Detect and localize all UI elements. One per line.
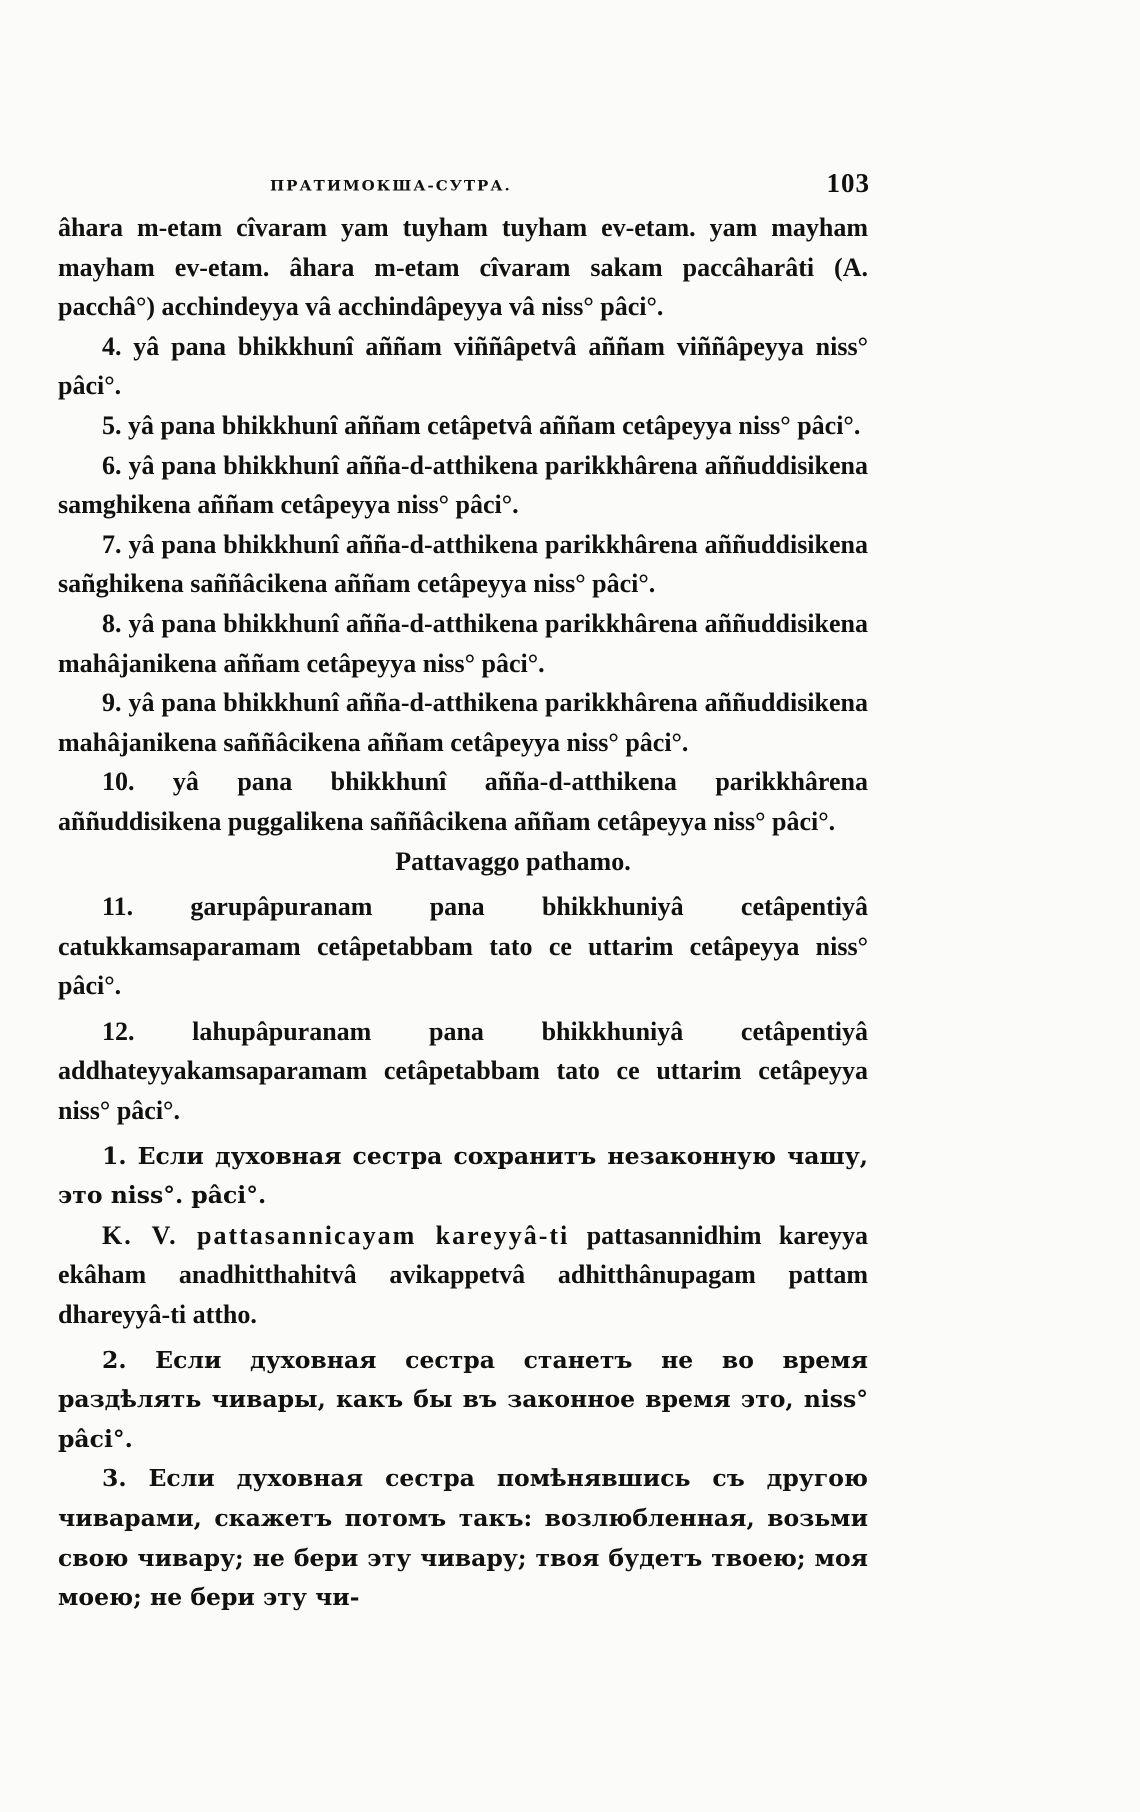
body-text	[58, 208, 868, 1618]
paragraph-5: 5. yâ pana bhikkhunî aññam cetâpetvâ aññam cetâpeyya niss° pâci°.	[102, 410, 861, 440]
russian-paragraph-3: 3. Если духовная сестра помѣнявшись съ другою чиварами, скажетъ потомъ такъ: возлюбленная, возьми свою чивару; не бери эту чивару; твоя будетъ твоею; моя моею; не бери эту чи-	[58, 1464, 868, 1612]
page-header	[270, 163, 870, 199]
commentary-lead: K. V. pattasannicayam kareyyâ-ti	[102, 1220, 570, 1250]
paragraph-9: 9. yâ pana bhikkhunî añña-d-atthikena parikkhârena aññuddisikena mahâjanikena saññâcikena aññam cetâpeyya niss° pâci°.	[58, 688, 868, 757]
paragraph-continuation: âhara m-etam cîvaram yam tuyham tuyham ev-etam. yam mayham mayham ev-etam. âhara m-etam cîvaram sakam paccâharâti (A. pacchâ°) acchindeyya vâ acchindâpeyya vâ niss° pâci°.	[58, 213, 868, 322]
paragraph-7: 7. yâ pana bhikkhunî añña-d-atthikena parikkhârena aññuddisikena sañghikena saññâcikena aññam cetâpeyya niss° pâci°.	[58, 529, 868, 599]
paragraph-4: 4. yâ pana bhikkhunî aññam viññâpetvâ aññam viññâpeyya niss° pâci°.	[58, 331, 868, 401]
paragraph-10: 10. yâ pana bhikkhunî añña-d-atthikena parikkhârena aññuddisikena puggalikena saññâcikena aññam cetâpeyya niss° pâci°.	[58, 767, 868, 836]
paragraph-6: 6. yâ pana bhikkhunî añña-d-atthikena parikkhârena aññuddisikena samghikena aññam cetâpeyya niss° pâci°.	[58, 450, 868, 520]
russian-paragraph-2: 2. Если духовная сестра станетъ не во время раздѣлять чивары, какъ бы въ законное время это, niss° pâci°.	[58, 1345, 868, 1453]
paragraph-11: 11. garupâpuranam pana bhikkhuniyâ cetâpentiyâ catukkamsaparamam cetâpetabbam tato ce uttarim cetâpeyya niss° pâci°.	[58, 892, 868, 1001]
commentary-text: pattasannidhim kareyya ekâham anadhitthahitvâ avikappetvâ adhitthânupagam pattam dhareyyâ-ti attho.	[58, 1220, 869, 1330]
section-heading: Pattavaggo pathamo.	[395, 846, 631, 876]
russian-paragraph-1: 1. Если духовная сестра сохранитъ незаконную чашу, это niss°. pâci°.	[58, 1141, 868, 1210]
paragraph-8: 8. yâ pana bhikkhunî añña-d-atthikena parikkhârena aññuddisikena mahâjanikena aññam cetâpeyya niss° pâci°.	[58, 608, 868, 678]
commentary-paragraph	[58, 1216, 868, 1335]
page-number: 103	[826, 168, 870, 198]
running-title: ПРАТИМОКША-СУТРА.	[270, 177, 512, 195]
paragraph-12: 12. lahupâpuranam pana bhikkhuniyâ cetâpentiyâ addhateyyakamsaparamam cetâpetabbam tato ce uttarim cetâpeyya niss° pâci°.	[58, 1016, 868, 1126]
